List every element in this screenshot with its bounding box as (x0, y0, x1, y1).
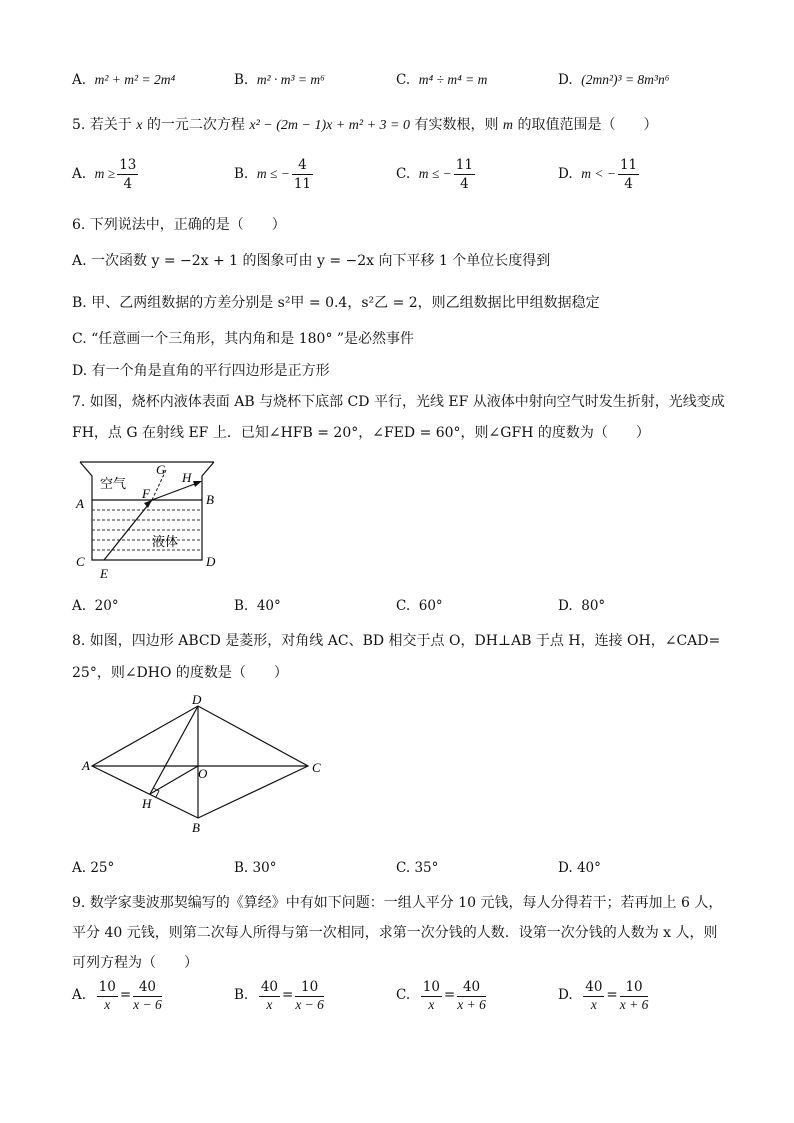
label-e: E (100, 566, 108, 581)
q9-stem-line2: 平分 40 元钱，则第二次每人所得与第一次相同，求第一次分钱的人数．设第一次分钱的人数为 x 人，则 (72, 925, 718, 941)
q5-option-d: D. m < − $\frac{11}{4}$ (558, 157, 638, 192)
q7-stem-line2: FH，点 G 在射线 EF 上．已知∠HFB = 20°，∠FED = 60°，则∠GFH 的度数为（ ） (72, 425, 650, 441)
q7-option-a: A. 20° (72, 598, 119, 614)
q4-option-b: B. m² · m³ = m⁶ (234, 72, 325, 88)
q4-option-c: C. m⁴ ÷ m⁴ = m (396, 72, 488, 88)
q6-option-c: C. “任意画一个三角形，其内角和是 180° ”是必然事件 (72, 331, 415, 347)
q6-option-a: A. 一次函数 y = −2x + 1 的图象可由 y = −2x 向下平移 1 个单位长度得到 (72, 253, 551, 269)
q8-stem-line1: 8. 如图，四边形 ABCD 是菱形，对角线 AC、BD 相交于点 O，DH⊥AB 于点 H，连接 OH，∠CAD= (72, 633, 721, 649)
q8-option-d: D. 40° (558, 860, 601, 876)
label-c: C (76, 554, 85, 569)
label-h: H (142, 796, 152, 811)
q7-beaker-figure (70, 456, 230, 582)
q8-option-c: C. 35° (396, 860, 439, 876)
label-d: D (192, 694, 202, 707)
q7-option-b: B. 40° (234, 598, 281, 614)
q5-option-b: B. m ≤ − $\frac{4}{11}$ (234, 157, 312, 192)
label-f: F (142, 486, 150, 501)
q8-option-b: B. 30° (234, 860, 277, 876)
q5-option-c: C. m ≤ − $\frac{11}{4}$ (396, 157, 473, 192)
label-c: C (312, 760, 321, 775)
q7-option-d: D. 80° (558, 598, 606, 614)
rhombus-abcd (92, 706, 308, 818)
q9-stem-line1: 9. 数学家斐波那契编写的《算经》中有如下问题：一组人平分 10 元钱，每人分得若干；若再加上 6 人， (72, 895, 723, 911)
label-a: A (82, 758, 90, 773)
label-d: D (206, 554, 216, 569)
q5-stem: 5. 若关于 x 的一元二次方程 x² − (2m − 1)x + m² + 3 = 0 有实数根，则 m 的取值范围是（ ） (72, 117, 658, 133)
q9-stem-line3: 可列方程为（ ） (72, 955, 198, 971)
q7-option-c: C. 60° (396, 598, 443, 614)
q6-stem: 6. 下列说法中，正确的是（ ） (72, 217, 286, 233)
q8-option-a: A. 25° (72, 860, 115, 876)
ray-ef-arrow (144, 500, 152, 508)
label-air: 空气 (100, 476, 127, 491)
q4-option-a: A. m² + m² = 2m⁴ (72, 72, 176, 88)
label-o: O (198, 766, 208, 781)
label-b: B (192, 820, 200, 835)
label-b: B (206, 492, 214, 507)
q6-option-d: D. 有一个角是直角的平行四边形是正方形 (72, 363, 330, 379)
q9-option-a: A. $\frac{10}{x}$ = $\frac{40}{x - 6}$ (72, 979, 162, 1012)
label-liquid: 液体 (152, 534, 179, 549)
label-g: G (156, 462, 166, 477)
q9-option-c: C. $\frac{10}{x}$ = $\frac{40}{x + 6}$ (396, 979, 486, 1012)
q4-option-d: D. (2mn²)³ = 8m³n⁶ (558, 72, 670, 88)
q6-option-b: B. 甲、乙两组数据的方差分别是 s²甲 = 0.4，s²乙 = 2，则乙组数据比甲组数据稳定 (72, 295, 600, 311)
label-a: A (76, 496, 84, 511)
q9-option-b: B. $\frac{40}{x}$ = $\frac{10}{x - 6}$ (234, 979, 324, 1012)
q5-option-a: A. m ≥ $\frac{13}{4}$ (72, 157, 137, 192)
ray-fh-arrow (193, 481, 202, 487)
label-h: H (182, 470, 192, 485)
q8-rhombus-figure (72, 694, 332, 842)
q8-stem-line2: 25°，则∠DHO 的度数是（ ） (72, 665, 288, 681)
q9-option-d: D. $\frac{40}{x}$ = $\frac{10}{x + 6}$ (558, 979, 649, 1012)
q7-stem-line1: 7. 如图，烧杯内液体表面 AB 与烧杯下底部 CD 平行，光线 EF 从液体中射向空气时发生折射，光线变成 (72, 394, 725, 410)
liquid-dash-lines (92, 510, 202, 550)
